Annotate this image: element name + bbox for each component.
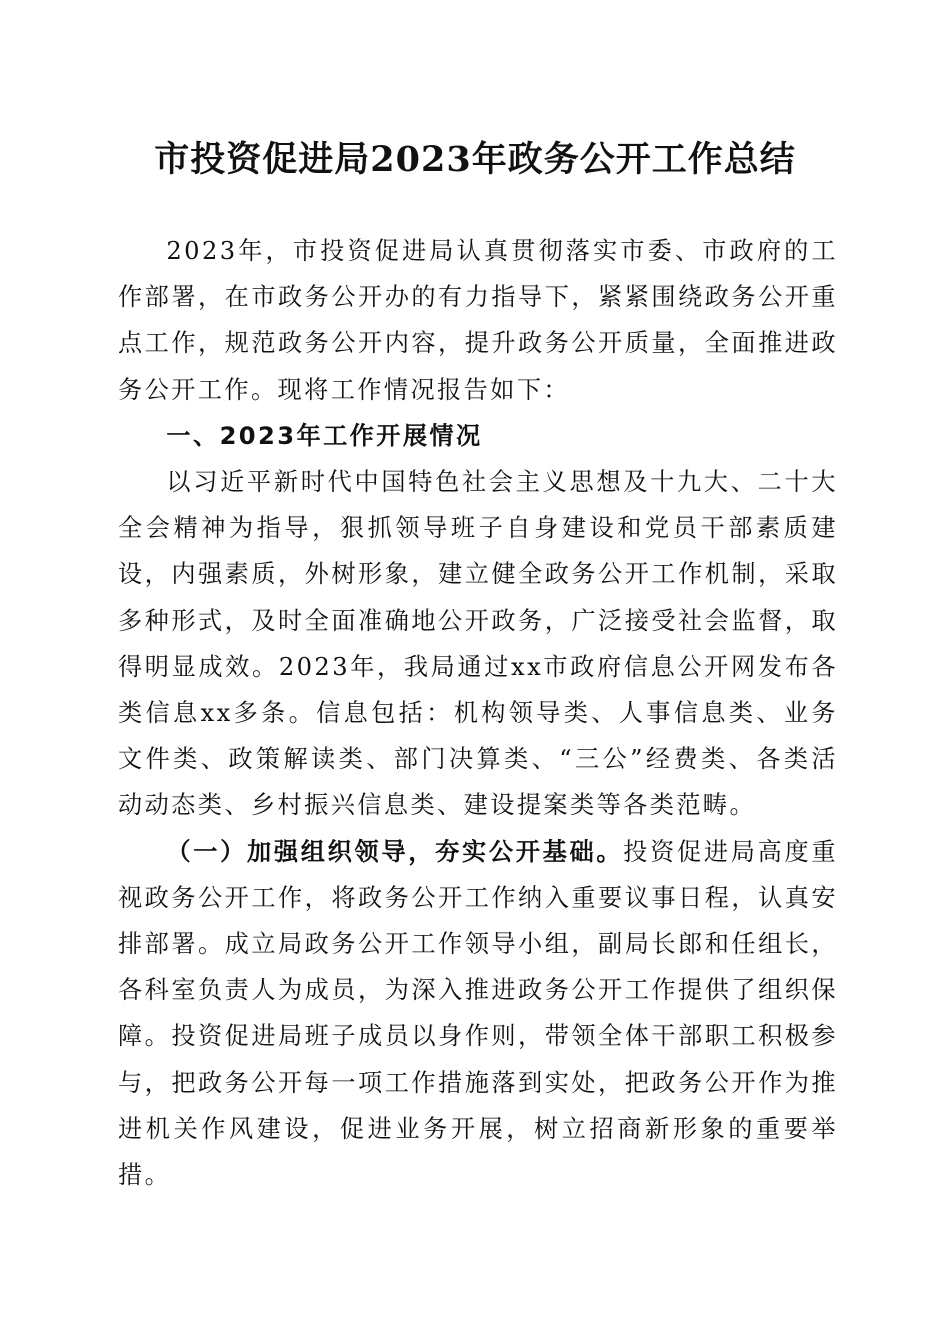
subsection-paragraph: [118, 829, 838, 1199]
section-heading: 一、2023年工作开展情况: [166, 421, 483, 450]
subsection-lead: （一）加强组织领导，夯实公开基础。: [166, 836, 624, 866]
document-body: [118, 228, 838, 1198]
section-paragraph: 以习近平新时代中国特色社会主义思想及十九大、二十大全会精神为指导，狠抓领导班子自身建设和党员干部素质建设，内强素质，外树形象，建立健全政务公开工作机制，采取多种形式，及时全面准确地公开政务，广泛接受社会监督，取得明显成效。2023年，我局通过xx市政府信息公开网发布各类信息xx多条。信息包括：机构领导类、人事信息类、业务文件类、政策解读类、部门决算类、“三公”经费类、各类活动动态类、乡村振兴信息类、建设提案类等各类范畴。: [118, 468, 838, 820]
intro-paragraph: 2023年，市投资促进局认真贯彻落实市委、市政府的工作部署，在市政务公开办的有力指导下，紧紧围绕政务公开重点工作，规范政务公开内容，提升政务公开质量，全面推进政务公开工作。现将工作情况报告如下：: [118, 237, 838, 404]
document-title: 市投资促进局2023年政务公开工作总结: [154, 139, 796, 180]
subsection-text: 投资促进局高度重视政务公开工作，将政务公开工作纳入重要议事日程，认真安排部署。成立局政务公开工作领导小组，副局长郎和任组长，各科室负责人为成员，为深入推进政务公开工作提供了组织保障。投资促进局班子成员以身作则，带领全体干部职工积极参与，把政务公开每一项工作措施落到实处，把政务公开作为推进机关作风建设，促进业务开展，树立招商新形象的重要举措。: [118, 837, 838, 1190]
